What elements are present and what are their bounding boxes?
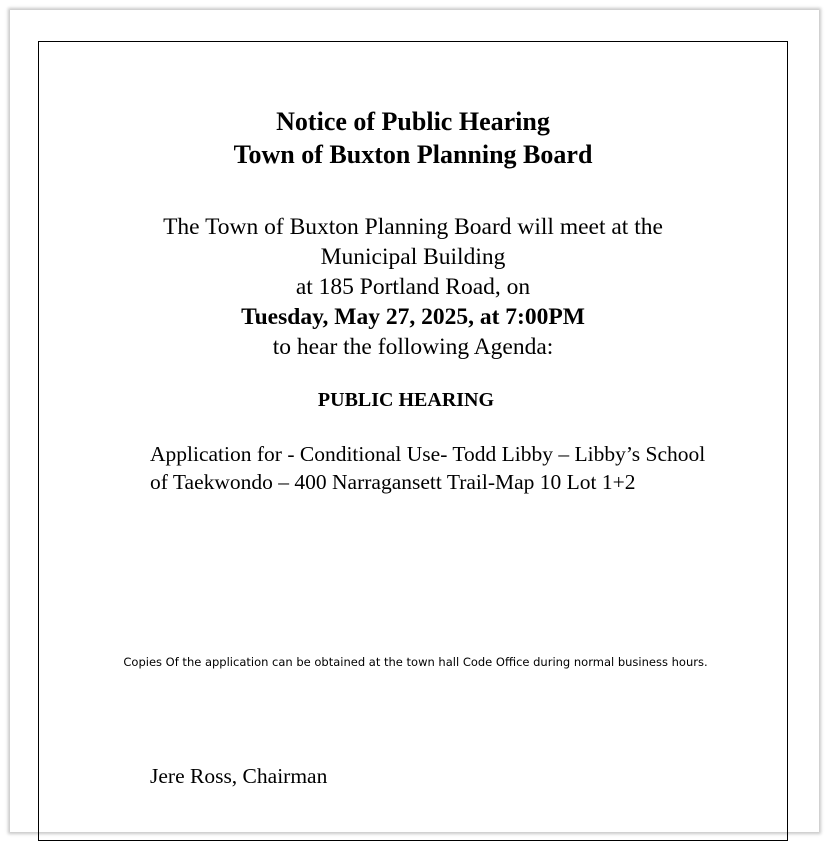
body-line-2: Municipal Building — [320, 244, 506, 270]
notice-title — [38, 105, 788, 171]
copies-note: Copies Of the application can be obtained at the town hall Code Office during normal business hours. — [123, 655, 708, 669]
meeting-date: Tuesday, May 27, 2025, at 7:00PM — [241, 304, 585, 330]
body-line-3: at 185 Portland Road, on — [295, 274, 531, 300]
section-heading: PUBLIC HEARING — [317, 389, 495, 411]
title-line-1: Notice of Public Hearing — [276, 107, 550, 136]
body-line-5: to hear the following Agenda: — [272, 334, 554, 360]
body-line-1: The Town of Buxton Planning Board will meet at the — [163, 214, 663, 240]
meeting-details — [38, 212, 788, 362]
signature: Jere Ross, Chairman — [150, 764, 328, 788]
title-line-2: Town of Buxton Planning Board — [233, 140, 593, 169]
agenda-item: Application for - Conditional Use- Todd Libby – Libby’s School of Taekwondo – 400 Narragansett Trail-Map 10 Lot 1+2 — [150, 442, 706, 494]
